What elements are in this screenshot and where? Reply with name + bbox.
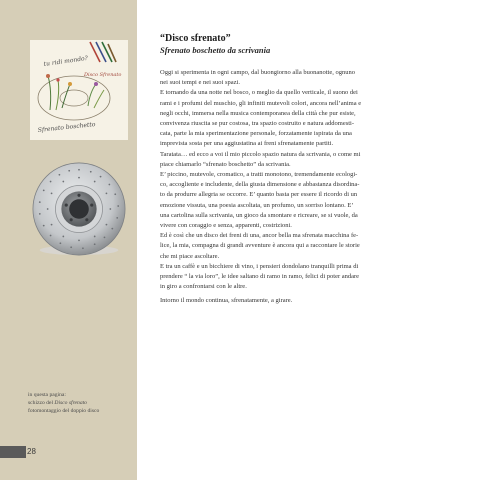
article-paragraph bbox=[160, 262, 460, 293]
paragraph-line: cata, parte la mia sperimentazione personale, forzatamente ispirata da una bbox=[160, 130, 352, 138]
paragraph-line: nei suoi tempi e nei suoi spazi. bbox=[160, 79, 240, 87]
caption-line-2-title: Disco sfrenato bbox=[54, 400, 87, 406]
paragraph-line: E tornando da una notte nel bosco, o meglio da quello verticale, il suono dei bbox=[160, 89, 358, 97]
paragraph-line: negli occhi, immersa nella musica contemporanea della città che pur esiste, bbox=[160, 109, 356, 117]
caption-line-1: in questa pagina: bbox=[28, 392, 66, 398]
caption-line-2 bbox=[28, 399, 133, 407]
paragraph-line: imprevista sosta per una aggiustatina ai freni sfrenatamente partiti. bbox=[160, 140, 334, 148]
sketch-handwriting-top: tu ridi mondo? bbox=[43, 54, 89, 68]
article-paragraph bbox=[160, 296, 460, 306]
paragraph-line: E tra un caffè e un bicchiere di vino, i pensieri dondolano tranquilli prima di bbox=[160, 262, 359, 270]
article-subtitle: Sfrenato boschetto da scrivania bbox=[160, 45, 271, 55]
paragraph-line: lice, la mia, compagna di grandi avventure è ancora qui a raccontare le storie bbox=[160, 242, 360, 250]
article-paragraph bbox=[160, 150, 460, 170]
article-paragraph bbox=[160, 170, 460, 231]
figure-caption bbox=[28, 391, 133, 415]
article bbox=[160, 33, 460, 307]
paragraph-line: vivere con coraggio e senza, apparenti, costrizioni. bbox=[160, 222, 292, 230]
caption-line-2-prefix: schizzo del bbox=[28, 400, 55, 406]
article-body bbox=[160, 68, 460, 307]
paragraph-line: Intorno il mondo continua, sfrenatamente, a girare. bbox=[160, 297, 293, 305]
paragraph-line: piace chiamarlo “sfrenato boschetto” da scrivania. bbox=[160, 160, 291, 168]
article-paragraph bbox=[160, 231, 460, 262]
paragraph-line: co, accogliente e includente, della giusta dimensione e abbastanza disordina- bbox=[160, 181, 360, 189]
article-paragraph bbox=[160, 88, 460, 149]
paragraph-line: prendere “ la via loro”, le idee saltano di ramo in ramo, felici di poter andare bbox=[160, 273, 360, 281]
page-number-bar bbox=[0, 446, 37, 458]
caption-line-3: fotomontaggio del doppio disco bbox=[28, 408, 100, 414]
paragraph-line: Taratata… ed ecco a voi il mio piccolo spazio natura da scrivania, o come mi bbox=[160, 150, 361, 158]
article-paragraph bbox=[160, 68, 460, 88]
disc-center-bore bbox=[69, 199, 89, 219]
paragraph-line: emozione vissuta, una poesia ascoltata, un profumo, un sorriso lontano. E’ bbox=[160, 201, 354, 209]
paragraph-line: che mi piace ascoltare. bbox=[160, 252, 220, 260]
paragraph-line: to da produrre allegria se occorre. E’ quanto basta per essere il ricordo di un bbox=[160, 191, 358, 199]
paragraph-line: una cartolina sulla scrivania, un gioco da smontare e ricreare, se si vuole, da bbox=[160, 211, 358, 219]
paragraph-line: in giro a confrontarsi con le altre. bbox=[160, 283, 247, 291]
brake-disc-photo bbox=[30, 160, 128, 258]
paragraph-line: Ed è così che un disco dei freni di una, ancor bella ma sfrenata macchina fe- bbox=[160, 232, 359, 240]
article-title: “Disco sfrenato” bbox=[160, 33, 231, 44]
paragraph-line: Oggi si sperimenta in ogni campo, dal buongiorno alla buonanotte, ognuno bbox=[160, 69, 355, 76]
paragraph-line: E’ piccino, mutevole, cromatico, a tratti monotono, tremendamente ecologi- bbox=[160, 171, 358, 179]
sketch-handwriting-mid: Disco Sfrenato bbox=[84, 72, 122, 78]
paragraph-line: convivenza riuscita se pur costosa, tra spazio costruito e natura addomesti- bbox=[160, 120, 355, 128]
sketch-handwriting-bottom: Sfrenato boschetto bbox=[37, 120, 96, 134]
disc-sketch-illustration bbox=[30, 40, 128, 140]
page-number: 28 bbox=[27, 447, 36, 456]
paragraph-line: rami e i profumi del muschio, gli infiniti mutevoli colori, ancora nell’anima e bbox=[160, 99, 362, 107]
